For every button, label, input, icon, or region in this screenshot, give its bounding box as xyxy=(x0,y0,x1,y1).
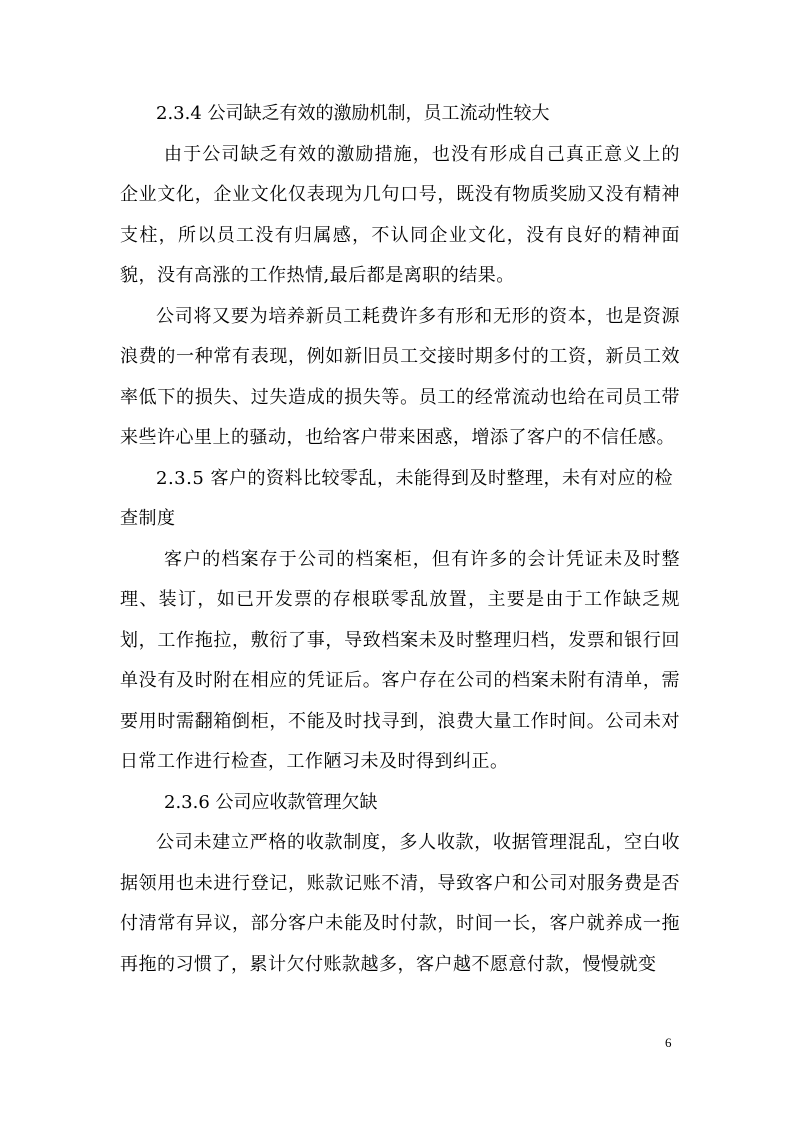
section-heading-2-3-5: 2.3.5 客户的资料比较零乱，未能得到及时整理，未有对应的检查制度 xyxy=(120,467,674,529)
section-2-3-4-paragraph-2: 公司将又要为培养新员工耗费许多有形和无形的资本，也是资源浪费的一种常有表现，例如新旧员工交接时期多付的工资，新员工效率低下的损失、过失造成的损失等。员工的经常流动也给在司员工带来些许心里上的骚动，也给客户带来困惑，增添了客户的不信任感。 xyxy=(120,305,680,448)
page-number: 6 xyxy=(665,1035,672,1050)
page-body xyxy=(120,94,680,985)
section-heading-2-3-4: 2.3.4 公司缺乏有效的激励机制，员工流动性较大 xyxy=(156,103,550,124)
section-2-3-5-paragraph-1: 客户的档案存于公司的档案柜，但有许多的会计凭证未及时整理、装订，如已开发票的存根联零乱放置，主要是由于工作缺乏规划，工作拖拉，敷衍了事，导致档案未及时整理归档，发票和银行回单没有及时附在相应的凭证后。客户存在公司的档案未附有清单，需要用时需翻箱倒柜，不能及时找寻到，浪费大量工作时间。公司未对日常工作进行检查，工作陋习未及时得到纠正。 xyxy=(120,548,680,772)
section-2-3-6-paragraph-1: 公司未建立严格的收款制度，多人收款，收据管理混乱，空白收据领用也未进行登记，账款记账不清，导致客户和公司对服务费是否付清常有异议，部分客户未能及时付款，时间一长，客户就养成一拖再拖的习惯了，累计欠付账款越多，客户越不愿意付款，慢慢就变 xyxy=(120,832,680,975)
section-2-3-4-paragraph-1: 由于公司缺乏有效的激励措施，也没有形成自己真正意义上的企业文化，企业文化仅表现为几句口号，既没有物质奖励又没有精神支柱，所以员工没有归属感，不认同企业文化，没有良好的精神面貌，没有高涨的工作热情,最后都是离职的结果。 xyxy=(120,143,680,286)
section-heading-2-3-6: 2.3.6 公司应收款管理欠缺 xyxy=(164,791,378,813)
